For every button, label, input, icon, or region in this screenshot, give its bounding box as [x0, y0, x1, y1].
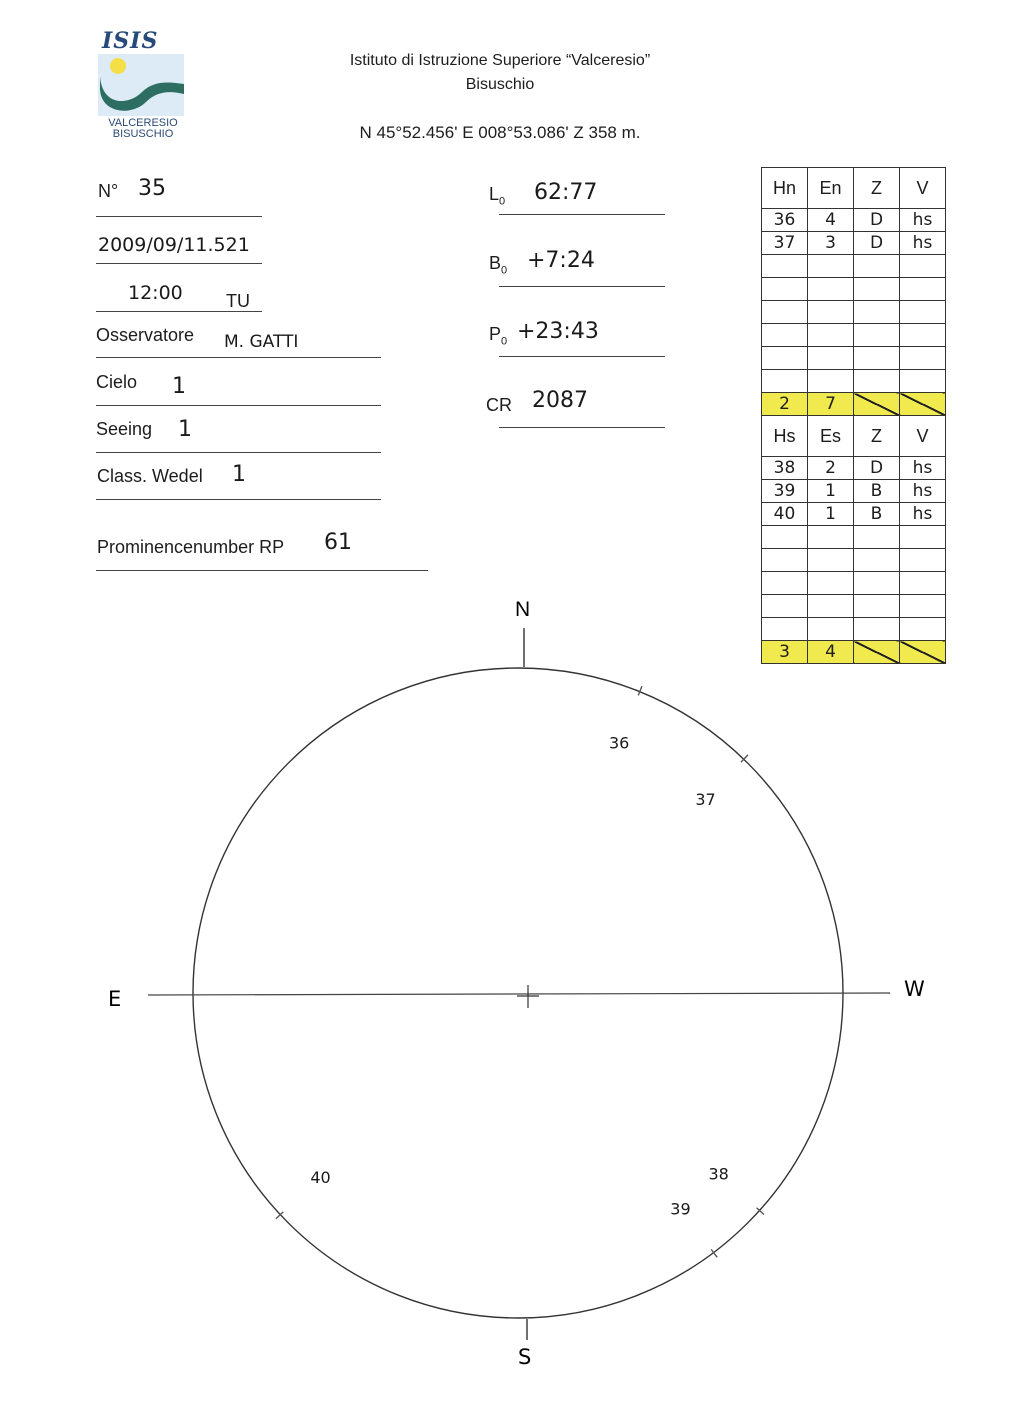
time-unit: TU — [226, 291, 250, 311]
prominence-label: 39 — [670, 1199, 691, 1219]
north-total-groups: 2 — [762, 393, 808, 416]
p0-value: +23:43 — [517, 319, 599, 344]
north-total-elements: 7 — [808, 393, 854, 416]
north-cell: hs — [900, 232, 946, 255]
institute-name: Istituto di Istruzione Superiore “Valceresio” — [349, 52, 651, 69]
wedel-label: Class. Wedel — [97, 466, 203, 486]
number-label: N° — [98, 181, 119, 201]
prominence-label: 36 — [608, 733, 630, 753]
observer-label: Osservatore — [96, 325, 195, 345]
south-header-v: V — [900, 416, 946, 457]
sky-label: Cielo — [96, 372, 138, 392]
prominence-labels — [276, 686, 764, 1257]
p0-label: $P_0$ — [489, 324, 508, 348]
sky-value: 1 — [172, 374, 186, 399]
observer-value: M. GATTI — [224, 332, 299, 352]
north-cell: D — [854, 209, 900, 232]
south-total-elements: 4 — [808, 641, 854, 664]
south-cell: hs — [900, 480, 946, 503]
logo-word: ISIS — [102, 28, 159, 54]
south-cell: 38 — [762, 457, 808, 480]
south-cell: B — [854, 480, 900, 503]
north-cell: 37 — [762, 232, 808, 255]
cr-value: 2087 — [532, 388, 588, 413]
west-label: W — [904, 977, 925, 1001]
north-cell: D — [854, 232, 900, 255]
south-cell: 2 — [808, 457, 854, 480]
south-cell: 39 — [762, 480, 808, 503]
south-header-z: Z — [854, 416, 900, 457]
institute-town: Bisuschio — [465, 76, 535, 93]
south-cell: 1 — [808, 503, 854, 526]
south-cell: hs — [900, 503, 946, 526]
north-cell: 4 — [808, 209, 854, 232]
north-cell: 36 — [762, 209, 808, 232]
south-cell: D — [854, 457, 900, 480]
seeing-label: Seeing — [96, 419, 153, 439]
site-coordinates: N 45°52.456' E 008°53.086' Z 358 m. — [359, 123, 641, 142]
north-label: N — [515, 598, 531, 621]
north-cell: hs — [900, 209, 946, 232]
logo-caption-line-2: BISUSCHIO — [112, 128, 174, 140]
south-total-groups: 3 — [762, 641, 808, 664]
l0-label: $L_0$ — [489, 184, 506, 208]
south-cell: hs — [900, 457, 946, 480]
south-cell: 1 — [808, 480, 854, 503]
north-header-z: Z — [854, 168, 900, 209]
north-header-hn: Hn — [762, 168, 808, 209]
number-value: 35 — [138, 176, 166, 201]
b0-value: +7:24 — [527, 248, 595, 273]
wedel-value: 1 — [232, 462, 246, 487]
prominence-value: 61 — [324, 530, 352, 555]
east-label: E — [108, 987, 122, 1011]
time-value: 12:00 — [128, 282, 183, 304]
north-header-v: V — [900, 168, 946, 209]
seeing-value: 1 — [178, 417, 192, 442]
cr-label: CR — [486, 395, 512, 415]
logo-caption-line-1: VALCERESIO — [108, 117, 178, 129]
prominence-label: 37 — [695, 789, 716, 809]
south-header-hs: Hs — [762, 416, 808, 457]
south-header-es: Es — [808, 416, 854, 457]
equator-axis — [148, 993, 890, 995]
north-header-en: En — [808, 168, 854, 209]
prominence-label: 40 — [310, 1168, 331, 1188]
south-label: S — [518, 1345, 532, 1369]
north-cell: 3 — [808, 232, 854, 255]
b0-label: $B_0$ — [489, 253, 508, 277]
l0-value: 62:77 — [534, 180, 598, 205]
date-value: 2009/09/11.521 — [98, 234, 250, 256]
south-cell: 40 — [762, 503, 808, 526]
south-cell: B — [854, 503, 900, 526]
prominence-label: Prominencenumber RP — [97, 537, 285, 557]
prominence-label: 38 — [708, 1164, 729, 1184]
